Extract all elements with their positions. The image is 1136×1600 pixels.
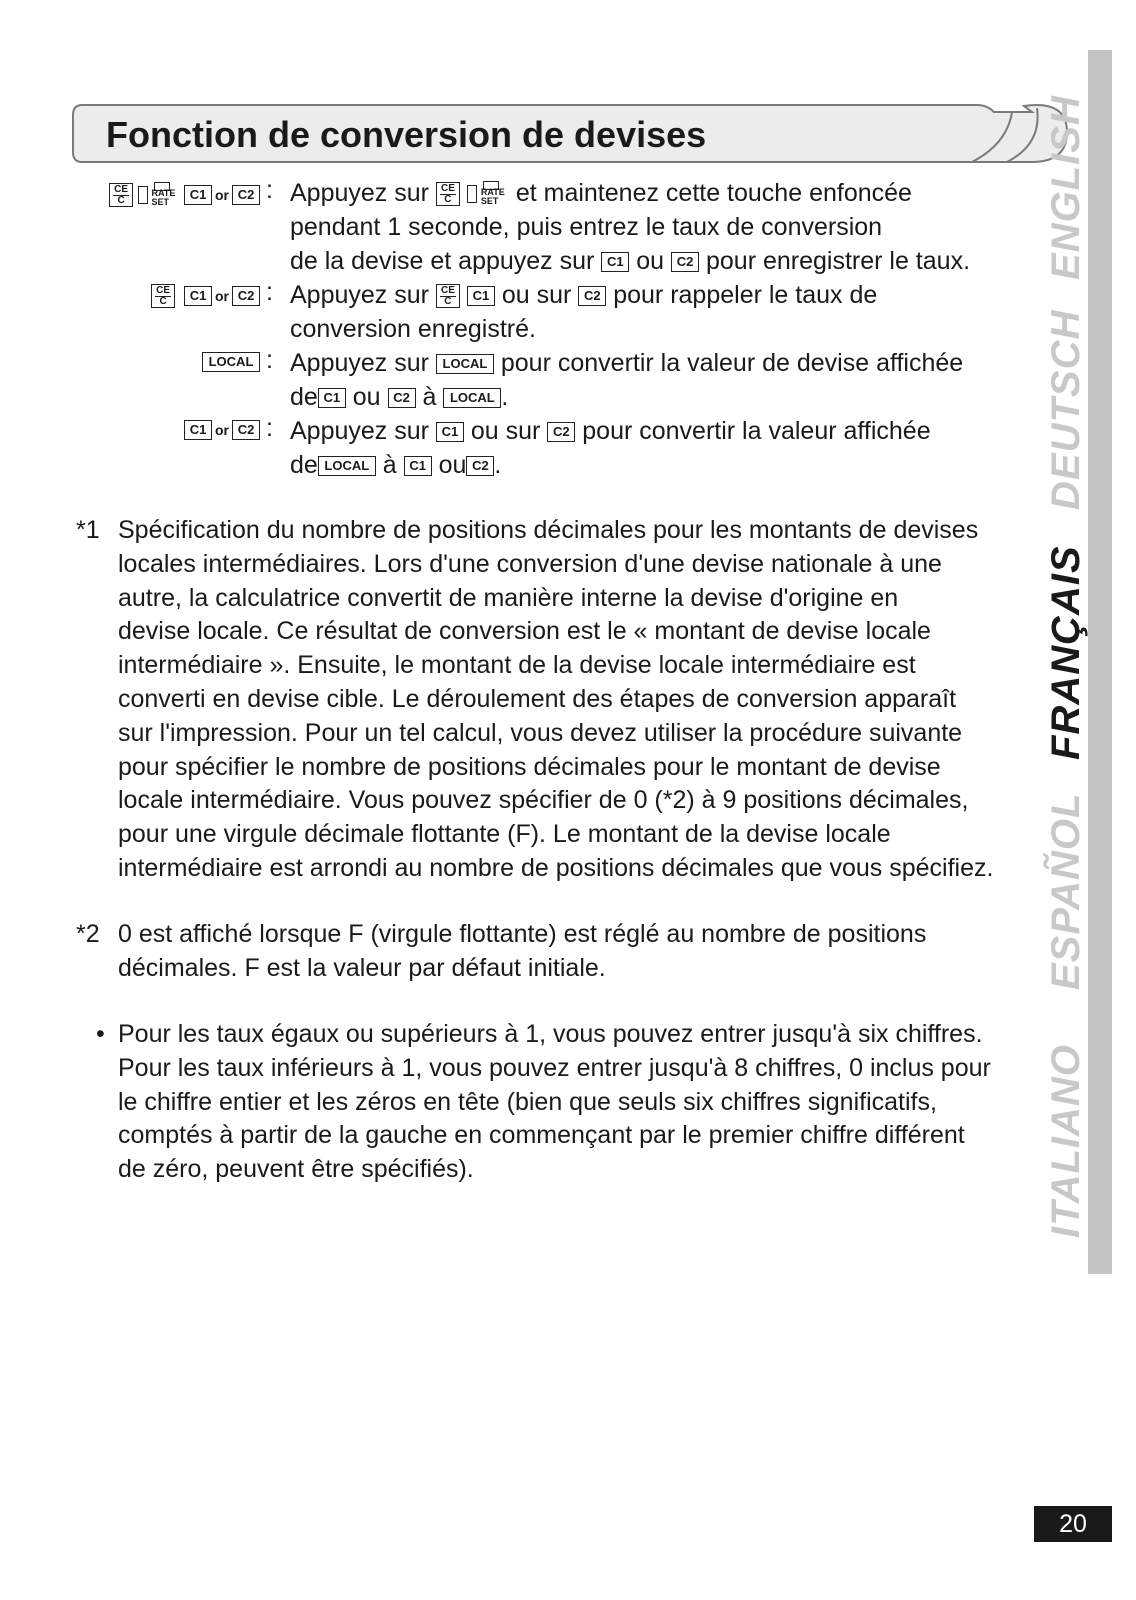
c2-key-icon: C2 [578, 286, 606, 306]
key-row-local [0, 346, 1060, 411]
lang-tab-english[interactable]: ENGLISH [1044, 95, 1088, 280]
lang-tab-deutsch[interactable]: DEUTSCH [1044, 309, 1088, 510]
row-desc-line: de C1 ou C2 à LOCAL . [290, 383, 509, 411]
key-sequence [184, 420, 260, 446]
row-desc-line: pendant 1 seconde, puis entrez le taux de conversion [290, 213, 883, 241]
bullet-text: Pour les taux égaux ou supérieurs à 1, vous pouvez entrer jusqu'à six chiffres. Pour les taux inférieurs à 1, vous pouvez entrer jusqu'à 8 chiffres, 0 inclus pour le chiffre entier et les zéros en tête (bien que seuls six chiffres significatifs, comptés à partir de la gauche en commençant par le premier chiffre différent de zéro, peuvent être spécifiés). [118, 1020, 991, 1184]
c2-key-icon: C2 [232, 286, 260, 306]
local-key-icon: LOCAL [318, 456, 376, 476]
c1-key-icon: C1 [184, 185, 212, 205]
page-number: 20 [1034, 1506, 1112, 1542]
c2-key-icon: C2 [466, 456, 494, 476]
or-label: or [215, 422, 229, 438]
row-desc-line: de LOCAL à C1 ou C2 . [290, 451, 502, 479]
ce-key-icon: $\frac{CE}{C}$ [109, 183, 133, 207]
c1-key-icon: C1 [404, 456, 432, 476]
local-key-icon: LOCAL [443, 388, 501, 408]
key-row-set-rate [0, 176, 1060, 275]
or-label: or [215, 187, 229, 203]
c2-key-icon: C2 [232, 185, 260, 205]
page-title: Fonction de conversion de devises [106, 114, 707, 155]
local-key-icon: LOCAL [202, 352, 260, 372]
ce-key-icon: $\frac{CE}{C}$ [436, 182, 460, 206]
c1-key-icon: C1 [436, 422, 464, 442]
c1-key-icon: C1 [318, 388, 346, 408]
row-desc-line: Appuyez sur $\frac{CE}{C}$ RATE SET et maintenez cette touche enfoncée [290, 179, 912, 207]
or-label: or [215, 288, 229, 304]
colon: : [266, 176, 273, 204]
row-desc-line: Appuyez sur $\frac{CE}{C}$ C1 ou sur C2 pour rappeler le taux de [290, 281, 878, 309]
c2-key-icon: C2 [232, 420, 260, 440]
lang-tab-italiano[interactable]: ITALIANO [1044, 1044, 1088, 1238]
c2-key-icon: C2 [547, 422, 575, 442]
footnote-marker: *1 [76, 516, 100, 544]
c1-key-icon: C1 [601, 252, 629, 272]
rate-set-key-icon: RATE SET [138, 182, 180, 208]
row-desc-line: conversion enregistré. [290, 315, 536, 343]
c2-key-icon: C2 [388, 388, 416, 408]
footnote-text: Spécification du nombre de positions décimales pour les montants de devises locales intermédiaires. Lors d'une conversion d'une devise nationale à une autre, la calculatrice convertit de manière interne la devise d'origine en devise locale. Ce résultat de conversion est le « montant de devise locale intermédiaire ». Ensuite, le montant de la devise locale intermédiaire est converti en devise cible. Le déroulement des étapes de conversion apparaît sur l'impression. Pour un tel calcul, vous devez utiliser la procédure suivante pour spécifier le nombre de positions décimales pour le montant de devise locale intermédiaire. Vous pouvez spécifier de 0 (*2) à 9 positions décimales, pour une virgule décimale flottante (F). Le montant de la devise locale intermédiaire est arrondi au nombre de positions décimales que vous spécifiez. [118, 516, 994, 882]
lang-tab-francais[interactable]: FRANÇAIS [1044, 545, 1088, 760]
key-row-convert [0, 414, 1060, 479]
key-sequence [202, 352, 260, 378]
c1-key-icon: C1 [184, 286, 212, 306]
key-sequence [151, 284, 260, 310]
colon: : [266, 414, 273, 442]
ce-key-icon: $\frac{CE}{C}$ [436, 284, 460, 308]
row-desc-line: Appuyez sur C1 ou sur C2 pour convertir la valeur affichée [290, 417, 931, 445]
key-sequence [109, 182, 260, 208]
footnote-text: 0 est affiché lorsque F (virgule flottante) est réglé au nombre de positions décimales. F est la valeur par défaut initiale. [118, 920, 927, 982]
section-title-banner [72, 104, 1072, 164]
rate-set-key-icon: RATE SET [467, 181, 509, 207]
colon: : [266, 346, 273, 374]
bullet-marker: • [96, 1020, 105, 1048]
row-desc-line: de la devise et appuyez sur C1 ou C2 pour enregistrer le taux. [290, 247, 971, 275]
ce-key-icon: $\frac{CE}{C}$ [151, 284, 175, 308]
local-key-icon: LOCAL [436, 354, 494, 374]
c1-key-icon: C1 [184, 420, 212, 440]
language-sidebar-bar [1088, 50, 1112, 1274]
c2-key-icon: C2 [671, 252, 699, 272]
lang-tab-espanol[interactable]: ESPAÑOL [1044, 792, 1088, 990]
row-desc-line: Appuyez sur LOCAL pour convertir la valeur de devise affichée [290, 349, 964, 377]
footnote-marker: *2 [76, 920, 100, 948]
key-row-recall-rate [0, 278, 1060, 343]
c1-key-icon: C1 [467, 286, 495, 306]
colon: : [266, 278, 273, 306]
